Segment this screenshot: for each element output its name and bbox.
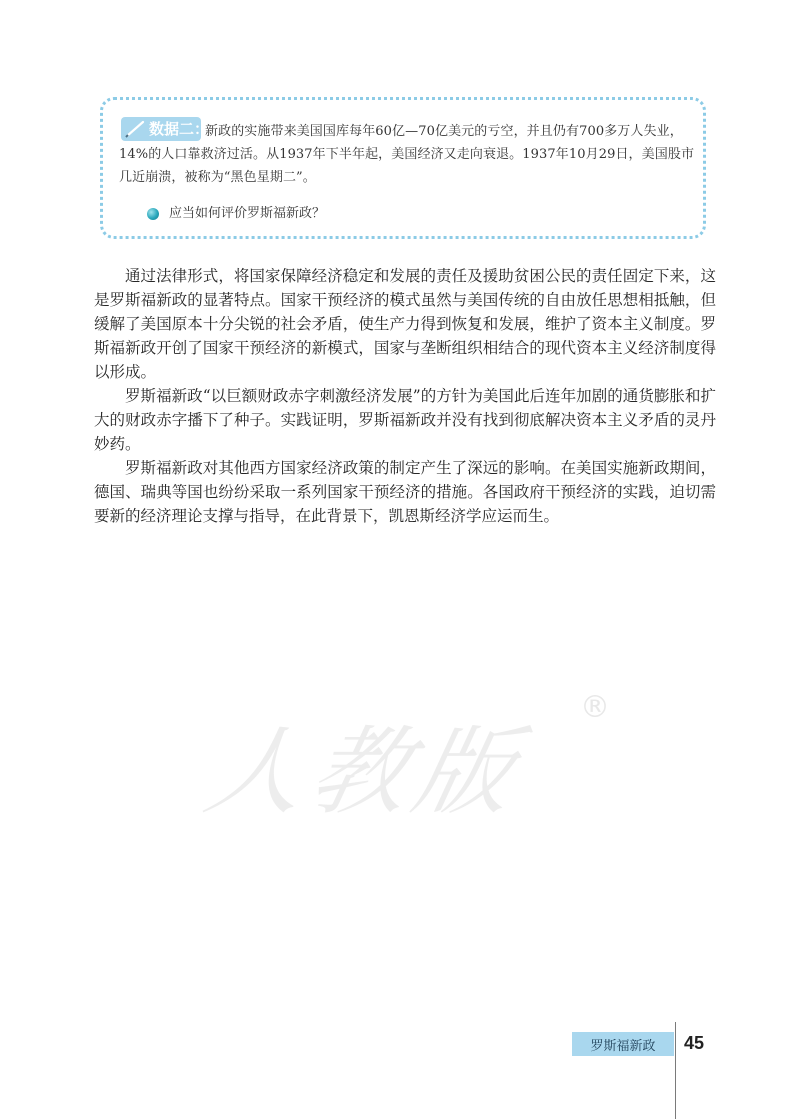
data-label xyxy=(121,117,210,141)
page-number: 45 xyxy=(684,1033,705,1053)
footer-divider xyxy=(675,1022,676,1119)
data-label-text: 数据二： xyxy=(149,120,210,138)
bullet-icon xyxy=(147,208,159,220)
body-text xyxy=(94,264,716,528)
footer-chapter-title: 罗斯福新政 xyxy=(590,1038,656,1054)
question-text: 应当如何评价罗斯福新政？ xyxy=(169,206,326,221)
pencil-icon xyxy=(124,119,146,139)
registered-mark: ® xyxy=(580,690,610,725)
question-row xyxy=(147,205,325,223)
data-text: 新政的实施带来美国国库每年60亿—70亿美元的亏空，并且仍有700多万人失业，14%的人口靠救济过活。从1937年下半年起，美国经济又走向衰退。1937年10月29日，美国股市几近崩溃，被称为“黑色星期二”。 xyxy=(119,124,695,185)
paragraph-2: 罗斯福新政“以巨额财政赤字刺激经济发展”的方针为美国此后连年加剧的通货膨胀和扩大的财政赤字播下了种子。实践证明，罗斯福新政并没有找到彻底解决资本主义矛盾的灵丹妙药。 xyxy=(94,387,716,453)
data-box xyxy=(100,97,706,239)
watermark-text: 人教版 xyxy=(196,716,533,828)
paragraph-1: 通过法律形式，将国家保障经济稳定和发展的责任及援助贫困公民的责任固定下来，这是罗斯福新政的显著特点。国家干预经济的模式虽然与美国传统的自由放任思想相抵触，但缓解了美国原本十分尖锐的社会矛盾，使生产力得到恢复和发展，维护了资本主义制度。罗斯福新政开创了国家干预经济的新模式，国家与垄断组织相结合的现代资本主义经济制度得以形成。 xyxy=(94,267,716,381)
footer-chapter-tab xyxy=(572,1032,674,1056)
paragraph-3: 罗斯福新政对其他西方国家经济政策的制定产生了深远的影响。在美国实施新政期间，德国、瑞典等国也纷纷采取一系列国家干预经济的措施。各国政府干预经济的实践，迫切需要新的经济理论支撑与指导，在此背景下，凯恩斯经济学应运而生。 xyxy=(94,459,716,525)
publisher-watermark xyxy=(180,690,640,830)
